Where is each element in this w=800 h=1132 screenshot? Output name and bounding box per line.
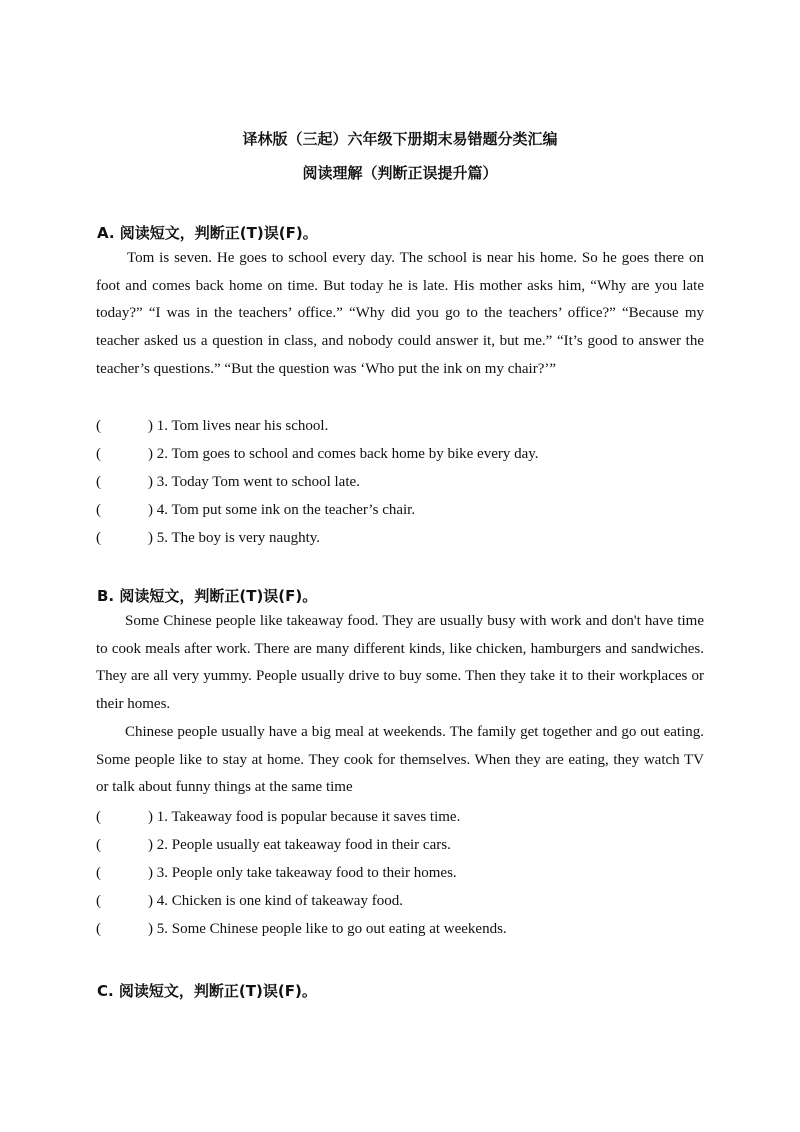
answer-blank-open[interactable]: ( — [96, 865, 101, 881]
section-a-question-5 — [96, 528, 320, 548]
answer-blank-close: ) — [148, 530, 153, 546]
section-b-question-3 — [96, 863, 457, 883]
section-a-question-4 — [96, 500, 415, 520]
section-b-heading: B. 阅读短文，判断正(T)误(F)。 — [97, 587, 318, 605]
document-subtitle: 阅读理解（判断正误提升篇） — [302, 164, 498, 182]
answer-blank-open[interactable]: ( — [96, 530, 101, 546]
question-text: 1. Takeaway food is popular because it saves time. — [156, 809, 461, 825]
answer-blank-open[interactable]: ( — [96, 502, 101, 518]
question-text: 2. Tom goes to school and comes back home by bike every day. — [156, 446, 539, 462]
question-text: 3. Today Tom went to school late. — [156, 474, 360, 490]
section-a-question-3 — [96, 472, 360, 492]
section-a-question-2 — [96, 444, 539, 464]
question-text: 5. The boy is very naughty. — [156, 530, 321, 546]
section-a-heading: A. 阅读短文，判断正(T)误(F)。 — [97, 224, 318, 242]
question-text: 5. Some Chinese people like to go out eating at weekends. — [156, 921, 507, 937]
section-c-heading: C. 阅读短文，判断正(T)误(F)。 — [97, 982, 317, 1000]
answer-blank-open[interactable]: ( — [96, 893, 101, 909]
answer-blank-close: ) — [148, 865, 153, 881]
section-b-passage-1: Some Chinese people like takeaway food. They are usually busy with work and don't have time to cook meals after work. There are many different kinds, like chicken, hamburgers and sandwiches. They are all very yummy. People usually drive to buy some. Then they take it to their workplaces or their homes. — [96, 613, 704, 713]
section-b-question-2 — [96, 835, 451, 855]
section-a-question-1 — [96, 416, 328, 436]
answer-blank-open[interactable]: ( — [96, 921, 101, 937]
answer-blank-close: ) — [148, 837, 153, 853]
question-text: 4. Chicken is one kind of takeaway food. — [156, 893, 403, 909]
answer-blank-close: ) — [148, 446, 153, 462]
section-b-question-1 — [96, 807, 460, 827]
answer-blank-close: ) — [148, 502, 153, 518]
answer-blank-close: ) — [148, 809, 153, 825]
answer-blank-close: ) — [148, 893, 153, 909]
answer-blank-close: ) — [148, 474, 153, 490]
section-b-question-5 — [96, 919, 507, 939]
section-b-question-4 — [96, 891, 403, 911]
question-text: 3. People only take takeaway food to their homes. — [156, 865, 457, 881]
question-text: 4. Tom put some ink on the teacher’s chair. — [156, 502, 416, 518]
answer-blank-close: ) — [148, 418, 153, 434]
section-b-passage-2: Chinese people usually have a big meal at weekends. The family get together and go out eating. Some people like to stay at home. They cook for themselves. When they are eating, they watch TV or talk about funny things at the same time — [96, 724, 704, 796]
answer-blank-open[interactable]: ( — [96, 418, 101, 434]
answer-blank-open[interactable]: ( — [96, 809, 101, 825]
answer-blank-open[interactable]: ( — [96, 474, 101, 490]
answer-blank-open[interactable]: ( — [96, 837, 101, 853]
answer-blank-open[interactable]: ( — [96, 446, 101, 462]
question-text: 2. People usually eat takeaway food in their cars. — [156, 837, 451, 853]
answer-blank-close: ) — [148, 921, 153, 937]
document-title: 译林版（三起）六年级下册期末易错题分类汇编 — [242, 130, 558, 148]
section-a-passage: Tom is seven. He goes to school every day. The school is near his home. So he goes there on foot and comes back home on time. But today he is late. His mother asks him, “Why are you late today?” “I was in the teachers’ office.” “Why did you go to the teachers’ office?” “Because my teacher asked us a question in class, and nobody could answer it, but me.” “It’s good to answer the teacher’s questions.” “But the question was ‘Who put the ink on my chair?’” — [96, 250, 704, 377]
question-text: 1. Tom lives near his school. — [156, 418, 329, 434]
